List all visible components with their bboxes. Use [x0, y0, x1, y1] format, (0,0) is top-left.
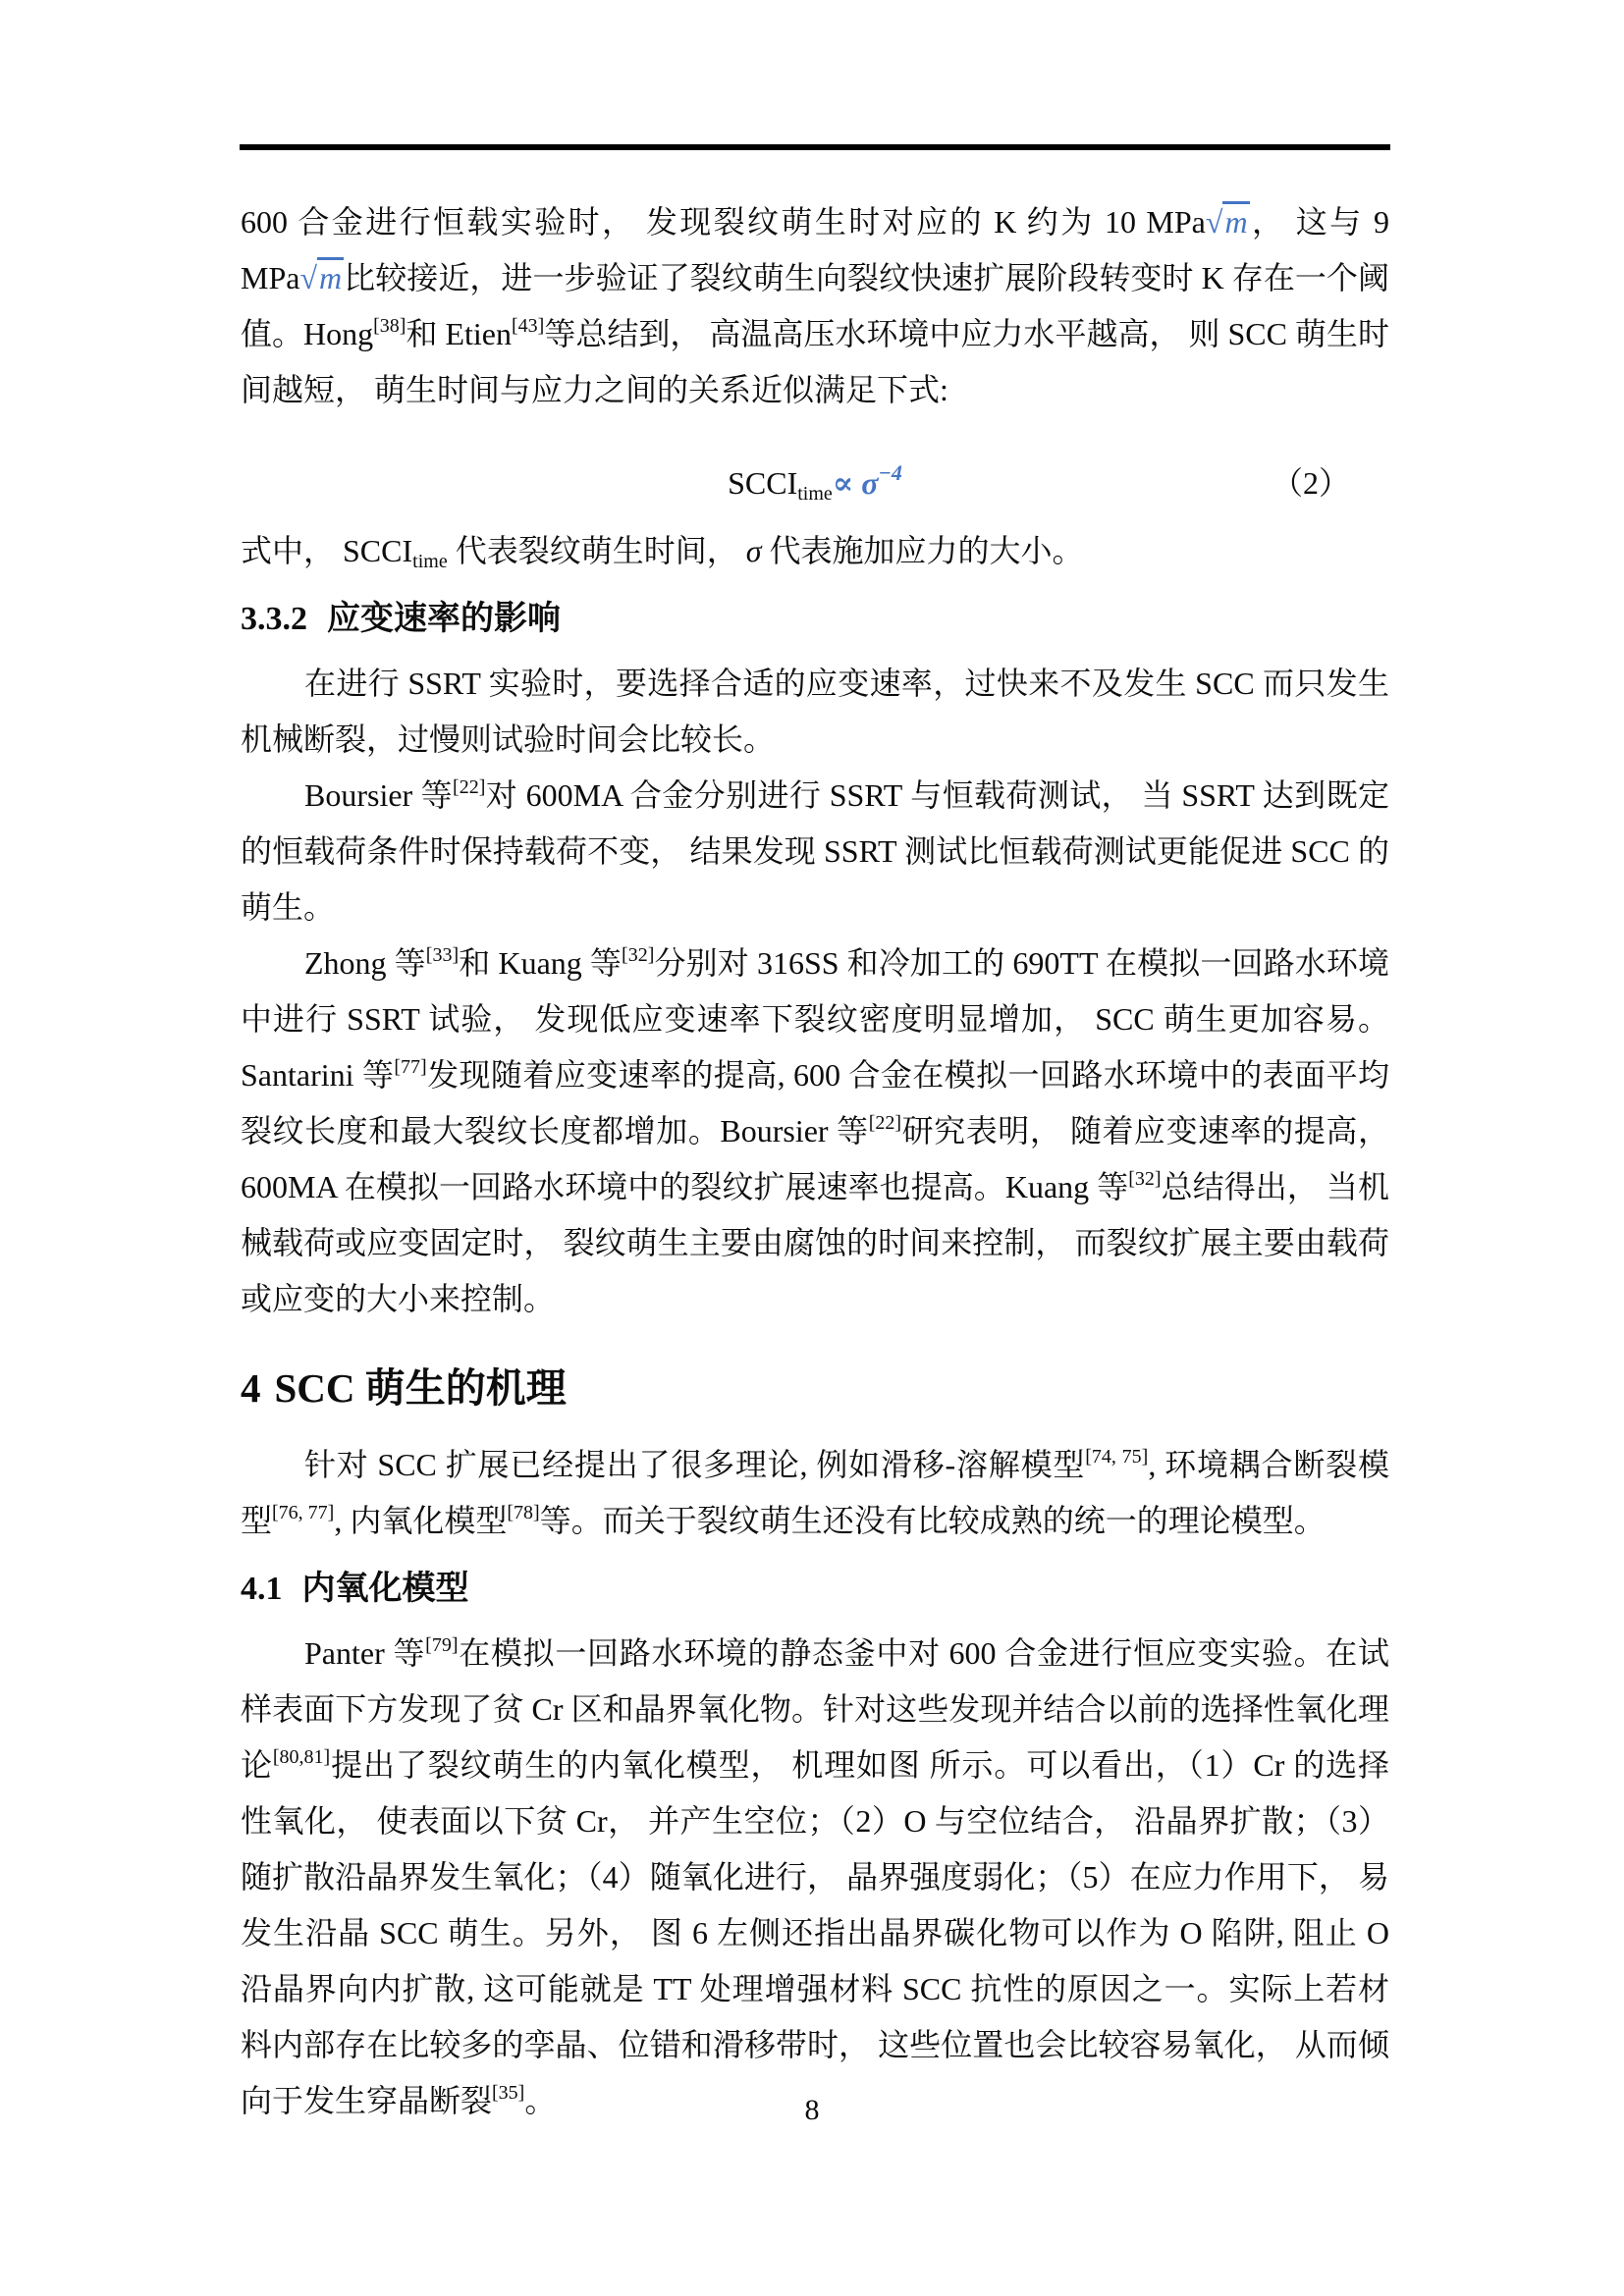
text-run: , 内氧化模型 — [334, 1503, 508, 1538]
sqrt-m-formula — [299, 257, 344, 295]
text-run: 总结得出， 当机械载荷或应变固定时， 裂纹萌生主要由腐蚀的时间来控制， 而裂纹扩展主要由载荷或应变的大小来控制。 — [241, 1169, 1389, 1316]
text-run: 代表裂纹萌生时间， — [447, 533, 746, 568]
reference-marker: [32] — [1128, 1168, 1162, 1190]
equation-exponent: −4 — [878, 460, 902, 485]
heading-number: 3.3.2 — [241, 601, 307, 637]
reference-marker: [33] — [425, 944, 460, 966]
equation-number: （2） — [1271, 465, 1350, 501]
paragraph-constant-load-test — [241, 194, 1389, 418]
page-number: 8 — [804, 2094, 820, 2126]
reference-marker: [38] — [373, 315, 406, 337]
text-run: ， 这与 9 MPa — [241, 204, 1389, 295]
equation-lhs-subscript: time — [797, 483, 833, 505]
sigma-symbol: σ — [861, 465, 879, 501]
paragraph-boursier — [241, 768, 1389, 935]
heading-3-3-2-strain-rate — [241, 597, 1389, 642]
proportional-sign: ∝ — [832, 465, 862, 501]
heading-title: 应变速率的影响 — [327, 601, 561, 637]
text-run: 等。而关于裂纹萌生还没有比较成熟的统一的理论模型。 — [539, 1503, 1326, 1538]
reference-marker: [80,81] — [272, 1746, 331, 1768]
heading-number: 4 — [241, 1365, 261, 1411]
text-run: 发现随着应变速率的提高, 600 合金在模拟一回路水环境中的表面平均裂纹长度和最大裂纹长度都增加。Boursier 等 — [241, 1057, 1389, 1148]
text-run: 比较接近，进一步验证了裂纹萌生向裂纹快速扩展阶段转变时 K 存在一个阈值。Hong — [241, 260, 1389, 351]
reference-marker: [74, 75] — [1085, 1446, 1149, 1468]
equation-rhs — [832, 460, 902, 501]
reference-marker: [43] — [512, 315, 545, 337]
text-run: Zhong 等 — [304, 945, 426, 981]
paragraph-ssrt-rate — [241, 656, 1389, 768]
text-run: 等总结到， 高温高压水环境中应力水平越高， 则 SCC 萌生时间越短， 萌生时间与应力之间的关系近似满足下式: — [241, 316, 1389, 407]
equation-right-area — [902, 455, 1389, 511]
sqrt-m-formula — [1206, 201, 1250, 240]
reference-marker: [79] — [425, 1634, 459, 1656]
reference-marker: [22] — [868, 1112, 902, 1134]
paragraph-theories — [241, 1437, 1389, 1549]
reference-marker: [35] — [492, 2082, 525, 2104]
text-run: 和 Etien — [406, 316, 513, 351]
text-run: 在模拟一回路水环境的静态釜中对 600 合金进行恒应变实验。在试样表面下方发现了贫 Cr 区和晶界氧化物。针对这些发现并结合以前的选择性氧化理论 — [241, 1635, 1389, 1783]
subscript-time: time — [412, 551, 448, 572]
paragraph-panter — [241, 1626, 1389, 2129]
equation-2 — [728, 455, 902, 511]
text-run: 分别对 316SS 和冷加工的 690TT 在模拟一回路水环境中进行 SSRT 试验， 发现低应变速率下裂纹密度明显增加， SCC 萌生更加容易。Santarini 等 — [241, 945, 1389, 1093]
reference-marker: [22] — [453, 776, 486, 798]
heading-4-1-internal-oxidation-model — [241, 1567, 1389, 1612]
text-run: 提出了裂纹萌生的内氧化模型， 机理如图 所示。可以看出，（1）Cr 的选择性氧化， 使表面以下贫 Cr， 并产生空位；（2）O 与空位结合， 沿晶界扩散；（3）随扩散沿晶界发生氧化；（4）随氧化进行， 晶界强度弱化；（5）在应力作用下， 易发生沿晶 SCC 萌生。另外， 图 6 左侧还指出晶界碳化物可以作为 O 陷阱, 阻止 O 沿晶界向内扩散, 这可能就是 TT 处理增强材料 SCC 抗性的原因之一。实际上若材料内部存在比较多的孪晶、位错和滑移带时， 这些位置也会比较容易氧化， 从而倾向于发生穿晶断裂 — [241, 1747, 1389, 2118]
reference-marker: [78] — [507, 1502, 540, 1523]
text-run: , 环境耦合断裂模型 — [241, 1447, 1389, 1538]
page-body — [241, 149, 1389, 2129]
text-run: 研究表明， 随着应变速率的提高， 600MA 在模拟一回路水环境中的裂纹扩展速率也提高。Kuang 等 — [241, 1113, 1389, 1204]
sigma-symbol: σ — [745, 533, 762, 568]
text-run: Panter 等 — [304, 1635, 426, 1671]
heading-title: 内氧化模型 — [301, 1571, 469, 1607]
radicand: m — [317, 257, 344, 295]
text-run: 对 600MA 合金分别进行 SSRT 与恒载荷测试， 当 SSRT 达到既定的恒载荷条件时保持载荷不变， 结果发现 SSRT 测试比恒载荷测试更能促进 SCC 的萌生。 — [241, 777, 1389, 925]
text-run: 600 合金进行恒载实验时， 发现裂纹萌生时对应的 K 约为 10 MPa — [241, 204, 1206, 240]
radical-sign: √ — [1205, 204, 1223, 240]
heading-title: SCC 萌生的机理 — [274, 1365, 567, 1411]
heading-4-scc-initiation-mechanism — [241, 1361, 1389, 1415]
equation-lhs: SCCI — [728, 465, 798, 501]
radicand: m — [1222, 201, 1249, 240]
paragraph-zhong-kuang — [241, 935, 1389, 1327]
reference-marker: [77] — [394, 1056, 427, 1078]
text-run: 。 — [524, 2083, 557, 2118]
text-run: 式中， SCCI — [241, 533, 413, 568]
reference-marker: [76, 77] — [272, 1502, 335, 1523]
text-run: Boursier 等 — [304, 777, 454, 813]
reference-marker: [32] — [622, 944, 655, 966]
paragraph-equation-note — [241, 523, 1389, 579]
equation-2-row — [241, 455, 1389, 511]
text-run: 针对 SCC 扩展已经提出了很多理论, 例如滑移-溶解模型 — [304, 1447, 1086, 1482]
radical-sign: √ — [299, 260, 318, 295]
text-run: 在进行 SSRT 实验时，要选择合适的应变速率，过快来不及发生 SCC 而只发生机械断裂，过慢则试验时间会比较长。 — [241, 666, 1389, 757]
text-run: 代表施加应力的大小。 — [761, 533, 1084, 568]
heading-number: 4.1 — [241, 1571, 283, 1607]
text-run: 和 Kuang 等 — [459, 945, 623, 981]
